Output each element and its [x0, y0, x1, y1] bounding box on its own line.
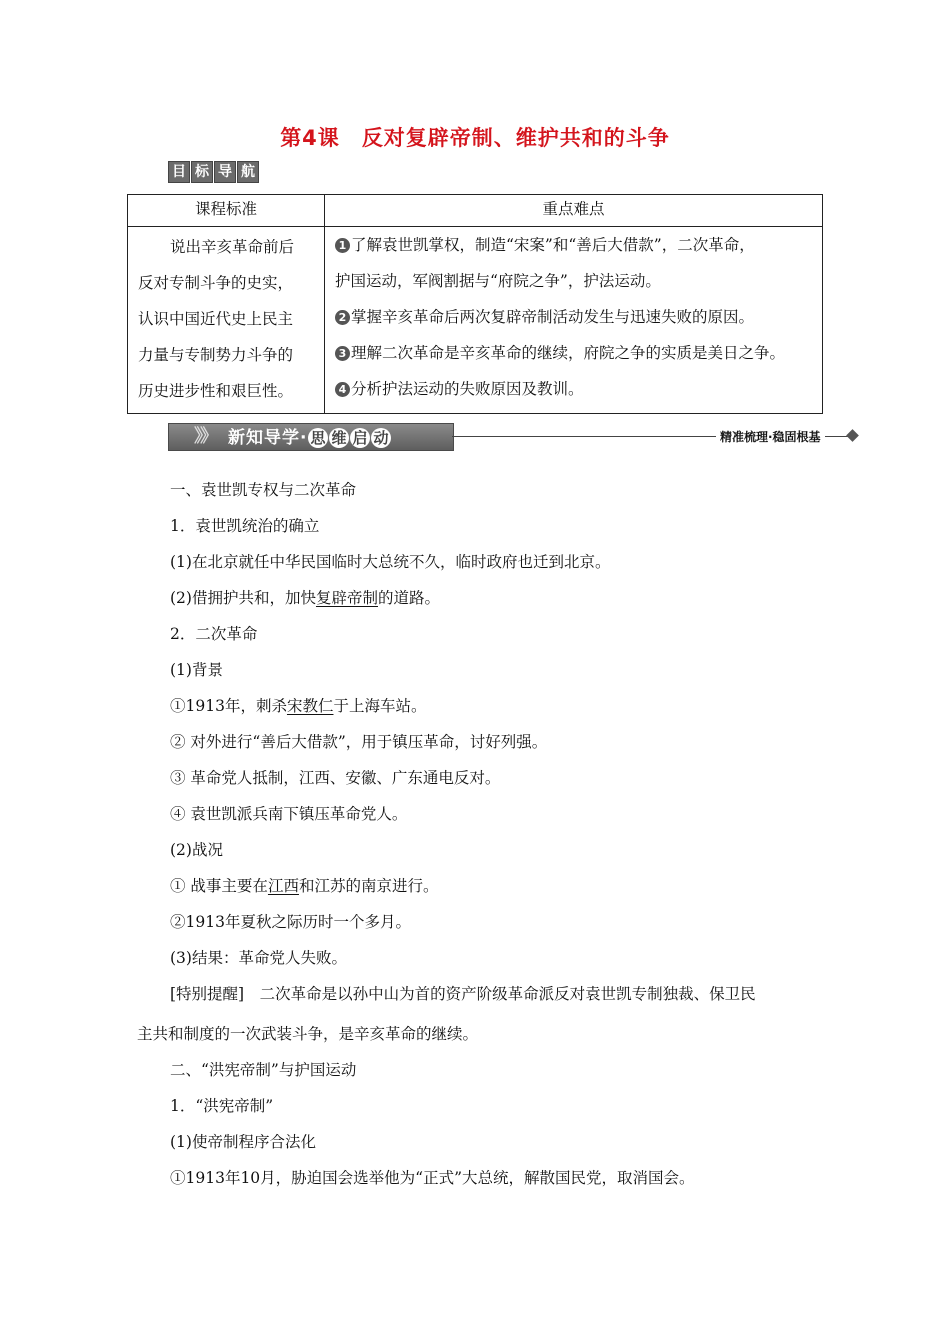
paragraph: ②1913年夏秋之际历时一个多月。 — [170, 913, 411, 931]
key-point-3: 3 理解二次革命是辛亥革命的继续，府院之争的实质是美日之争。 — [335, 335, 816, 371]
number-badge: 4 — [335, 382, 350, 397]
paragraph: (1)背景 — [170, 661, 223, 679]
underlined-term: 宋教仁 — [286, 697, 334, 715]
paragraph: ①1913年，刺杀宋教仁于上海车站。 — [170, 697, 427, 715]
number-badge: 3 — [335, 346, 350, 361]
circled-char: 维 — [331, 429, 348, 447]
banner-title: 新知导学· 思 维 启 动 — [228, 428, 390, 448]
circled-char: 动 — [373, 429, 390, 447]
number-badge: 2 — [335, 310, 350, 325]
goals-table — [127, 194, 823, 414]
paragraph: (1)在北京就任中华民国临时大总统不久，临时政府也迁到北京。 — [170, 553, 611, 571]
paragraph: ③ 革命党人抵制，江西、安徽、广东通电反对。 — [170, 769, 501, 787]
subsection-heading: 1．袁世凯统治的确立 — [170, 517, 320, 535]
header-standard: 课程标准 — [128, 195, 325, 227]
key-point-1-cont: 护国运动，军阀割据与“府院之争”，护法运动。 — [335, 272, 661, 290]
paragraph: ① 战事主要在江西和江苏的南京进行。 — [170, 877, 439, 895]
nav-tag-char: 航 — [237, 161, 259, 183]
key-point-1: 1 了解袁世凯掌权，制造“宋案”和“善后大借款”，二次革命， — [335, 227, 816, 263]
banner-subtitle: 精准梳理·稳固根基 — [716, 428, 825, 445]
tip-paragraph-cont: 主共和制度的一次武装斗争，是辛亥革命的继续。 — [137, 1025, 479, 1043]
standard-line: 认识中国近代史上民主 — [138, 310, 294, 328]
standard-line: 说出辛亥革命前后 — [170, 238, 295, 256]
standard-line: 历史进步性和艰巨性。 — [138, 382, 294, 400]
paragraph: (1)使帝制程序合法化 — [170, 1133, 316, 1151]
underlined-term: 江西 — [267, 877, 299, 895]
number-badge: 1 — [335, 238, 350, 253]
paragraph: (2)借拥护共和，加快复辟帝制的道路。 — [170, 589, 440, 607]
tip-paragraph: [特别提醒] 二次革命是以孙中山为首的资产阶级革命派反对袁世凯专制独裁、保卫民 — [170, 985, 756, 1003]
key-points-cell — [325, 227, 823, 414]
nav-tag — [168, 161, 259, 183]
chevron-icon: 》》 — [194, 426, 215, 447]
lesson-name: 反对复辟帝制、维护共和的斗争 — [361, 126, 670, 150]
standard-cell — [128, 227, 325, 414]
standard-line: 力量与专制势力斗争的 — [138, 346, 294, 364]
section-heading: 一、袁世凯专权与二次革命 — [170, 481, 357, 499]
subsection-heading: 2．二次革命 — [170, 625, 258, 643]
nav-tag-char: 标 — [191, 161, 213, 183]
paragraph: ② 对外进行“善后大借款”，用于镇压革命，讨好列强。 — [170, 733, 548, 751]
paragraph: (3)结果：革命党人失败。 — [170, 949, 347, 967]
key-point-2: 2 掌握辛亥革命后两次复辟帝制活动发生与迅速失败的原因。 — [335, 299, 816, 335]
section-banner — [168, 420, 858, 452]
standard-line: 反对专制斗争的史实， — [138, 274, 294, 292]
paragraph: (2)战况 — [170, 841, 223, 859]
circled-char: 启 — [352, 429, 369, 447]
diamond-icon — [846, 429, 859, 442]
nav-tag-char: 目 — [168, 161, 190, 183]
nav-tag-char: 导 — [214, 161, 236, 183]
circled-char: 思 — [310, 429, 327, 447]
header-key-points: 重点难点 — [325, 195, 823, 227]
subsection-heading: 1．“洪宪帝制” — [170, 1097, 274, 1115]
lesson-number: 第4课 — [280, 126, 340, 150]
page-title — [0, 122, 950, 152]
paragraph: ①1913年10月，胁迫国会选举他为“正式”大总统，解散国民党，取消国会。 — [170, 1169, 695, 1187]
key-point-4: 4 分析护法运动的失败原因及教训。 — [335, 371, 816, 407]
section-heading: 二、“洪宪帝制”与护国运动 — [170, 1061, 357, 1079]
underlined-term: 复辟帝制 — [315, 589, 378, 607]
paragraph: ④ 袁世凯派兵南下镇压革命党人。 — [170, 805, 408, 823]
